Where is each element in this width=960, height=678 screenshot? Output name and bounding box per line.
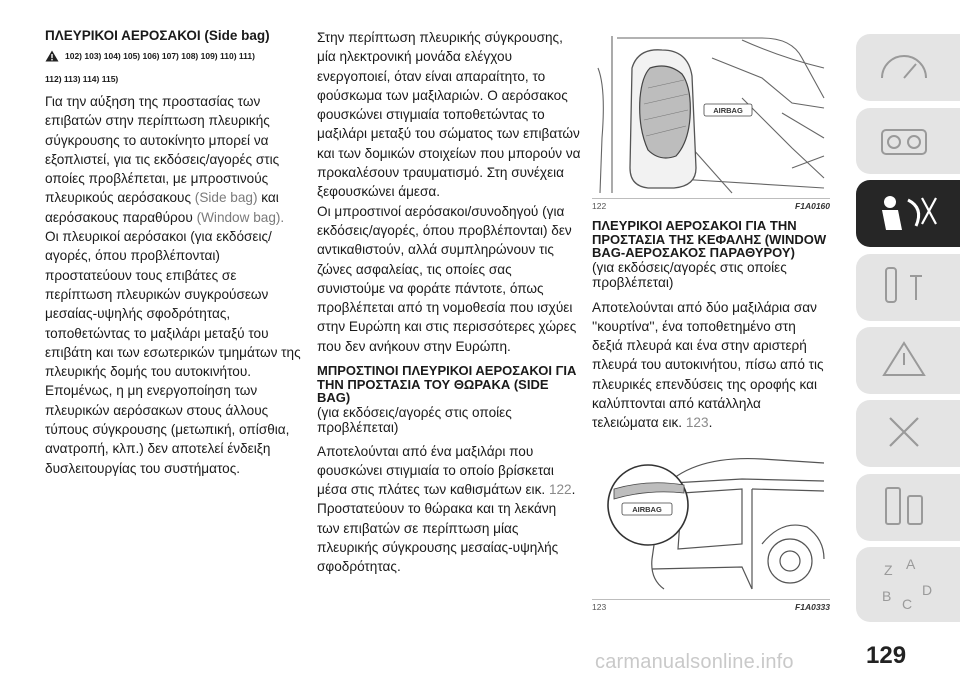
paragraph-thorax-text: Αποτελούνται από ένα μαξιλάρι που φουσκώνει στιγμιαία το οποίο βρίσκεται μέσα στις πλάτες των καθισμάτων εικ. [317, 443, 554, 498]
svg-text:A: A [906, 556, 916, 572]
dashboard-gauge-icon [856, 34, 960, 101]
page-number: 129 [866, 642, 907, 669]
figure-123-code: F1A0333 [795, 601, 830, 612]
airbag-safety-icon [856, 180, 960, 247]
watermark: carmanualsonline.info [595, 651, 794, 673]
warning-triangle-tab-icon [856, 327, 960, 394]
chapter-tab-7[interactable] [856, 474, 960, 541]
svg-text:B: B [882, 588, 892, 604]
svg-text:Z: Z [884, 562, 893, 578]
van-window-bag-illustration [592, 449, 830, 599]
svg-text:D: D [922, 582, 933, 598]
paragraph-thorax-text-2: . Προστατεύουν το θώρακα και τη λεκάνη των επιβατών σε περίπτωση μίας πλευρικής σύγκρουσης μεσαίας-υψηλής σφοδρότητας. [317, 482, 576, 575]
paragraph-intro [45, 92, 307, 227]
left-column [45, 28, 307, 478]
figure-122-caption [592, 201, 830, 211]
figure-122-number: 122 [592, 201, 607, 211]
window-bag-term: (Window bag). [196, 209, 285, 225]
figure-122-code: F1A0160 [795, 201, 830, 211]
paragraph-side-bags: Οι πλευρικοί αερόσακοι (για εκδόσεις/αγορές, όπου προβλέπονται) προστατεύουν τους επιβάτες σε περίπτωση πλευρικών συγκρούσεων μεσαίας-υψηλής σφοδρότητας, τοποθετώντας το μαξιλάρι μεταξύ του επιβάτη και των εσωτερικών τμημάτων της πλευρικής δομής του αυτοκινήτου. [45, 229, 301, 380]
figure-ref-123[interactable]: 123 [685, 415, 709, 431]
chapter-tab-6[interactable] [856, 400, 960, 467]
chapter-tab-1[interactable] [856, 34, 960, 101]
figure-123-caption [592, 602, 830, 612]
paragraph-window-bag-text: Αποτελούνται από δύο μαξιλάρια σαν ''κουρτίνα'', ένα τοποθετημένο στη δεξιά πλευρά και ένα στην αριστερή πλευρά του αυτοκινήτου, πίσω από τις πλευρικές επενδύσεις της οροφής και καλύπτονται από κατάλληλα τελειώματα εικ. [592, 299, 824, 431]
airbag-label-fig122: AIRBAG [713, 106, 743, 115]
svg-text:C: C [902, 596, 913, 612]
chapter-tab-3-active[interactable] [856, 180, 960, 247]
right-column [592, 28, 830, 612]
middle-column [317, 28, 581, 577]
paragraph-deployment: Στην περίπτωση πλευρικής σύγκρουσης, μία ηλεκτρονική μονάδα ελέγχου ενεργοποιεί, όταν είναι απαραίτητο, το φούσκωμα των μαξιλαριών. Ο αερόσακος φουσκώνει στιγμιαία τοποθετώντας το μαξιλάρι μεταξύ του σώματος των επιβατών και των δομικών στοιχείων που μπορούν να προκαλέσουν τραυματισμό. Στη συνέχεια ξεφουσκώνει άμεσα. [317, 30, 581, 200]
alphabet-index-icon [856, 547, 960, 622]
section-heading-side-bag: ΠΛΕΥΡΙΚΟΙ ΑΕΡΟΣΑΚΟΙ (Side bag) [45, 28, 270, 43]
chapter-tab-2[interactable] [856, 108, 960, 174]
paragraph-intro-text: Για την αύξηση της προστασίας των επιβατών στην περίπτωση πλευρικής σύγκρουσης το αυτοκίνητο μπορεί να εξοπλιστεί, για τις εκδόσεις/αγορές στις οποίες προβλέπεται, με μπροστινούς πλευρικούς αερόσακους [45, 94, 280, 206]
figure-123 [592, 449, 830, 600]
section-subheading-thorax: (για εκδόσεις/αγορές στις οποίες προβλέπεται) [317, 404, 512, 435]
paragraph-intro-text-2: και αερόσακους παραθύρου [45, 190, 279, 225]
section-heading-thorax: ΜΠΡΟΣΤΙΝΟΙ ΠΛΕΥΡΙΚΟΙ ΑΕΡΟΣΑΚΟΙ ΓΙΑ ΤΗΝ ΠΡΟΣΤΑΣΙΑ ΤΟΥ ΘΩΡΑΚΑ (SIDE BAG) [317, 363, 577, 406]
chapter-tab-5[interactable] [856, 327, 960, 394]
paragraph-no-activation: Επομένως, η μη ενεργοποίηση των πλευρικών αερόσακων στους άλλους τύπους σύγκρουσης (μετωπική, οπίσθια, ανατροπή, κλπ.) δεν αποτελεί ένδειξη δυσλειτουργίας του συστήματος. [45, 383, 290, 476]
seat-airbag-illustration [592, 28, 830, 198]
key-start-icon [856, 254, 960, 321]
paragraph-thorax [317, 442, 581, 577]
chapter-tab-8[interactable] [856, 547, 960, 622]
warning-triangle-icon [45, 50, 59, 62]
section-subheading-window-bag: (για εκδόσεις/αγορές στις οποίες προβλέπεται) [592, 259, 787, 290]
instrument-panel-icon [856, 108, 960, 174]
chapter-tab-4[interactable] [856, 254, 960, 321]
paragraph-window-bag [592, 298, 830, 433]
warning-refs-line2: 112) 113) 114) 115) [45, 74, 119, 84]
side-bag-term: (Side bag) [194, 190, 258, 206]
car-specs-icon [856, 474, 960, 541]
figure-122 [592, 28, 830, 199]
figure-123-number: 123 [592, 601, 607, 612]
warning-refs-row [45, 50, 307, 62]
airbag-label-fig123: AIRBAG [632, 504, 662, 514]
paragraph-window-bag-end: . [708, 415, 713, 431]
wrench-service-icon [856, 400, 960, 467]
paragraph-front-airbags: Οι μπροστινοί αερόσακοι/συνοδηγού (για εκδόσεις/αγορές, όπου προβλέπονται) δεν αντικαθιστούν, αλλά συμπληρώνουν τις ζώνες ασφαλείας, τις οποίες σας συνιστούμε να φοράτε πάντοτε, όπως προβλέπεται από τη νομοθεσία που ισχύει στην Ευρώπη και στις περισσότερες χώρες που δεν ανήκουν στην Ευρώπη. [317, 203, 577, 354]
figure-ref-122[interactable]: 122 [548, 482, 572, 498]
warning-refs-line1: 102) 103) 104) 105) 106) 107) 108) 109) 110) 111) [65, 51, 255, 61]
section-heading-window-bag: ΠΛΕΥΡΙΚΟΙ ΑΕΡΟΣΑΚΟΙ ΓΙΑ ΤΗΝ ΠΡΟΣΤΑΣΙΑ ΤΗΣ ΚΕΦΑΛΗΣ (WINDOW BAG-ΑΕΡΟΣΑΚΟΣ ΠΑΡΑΘΥΡΟΥ) [592, 218, 827, 260]
